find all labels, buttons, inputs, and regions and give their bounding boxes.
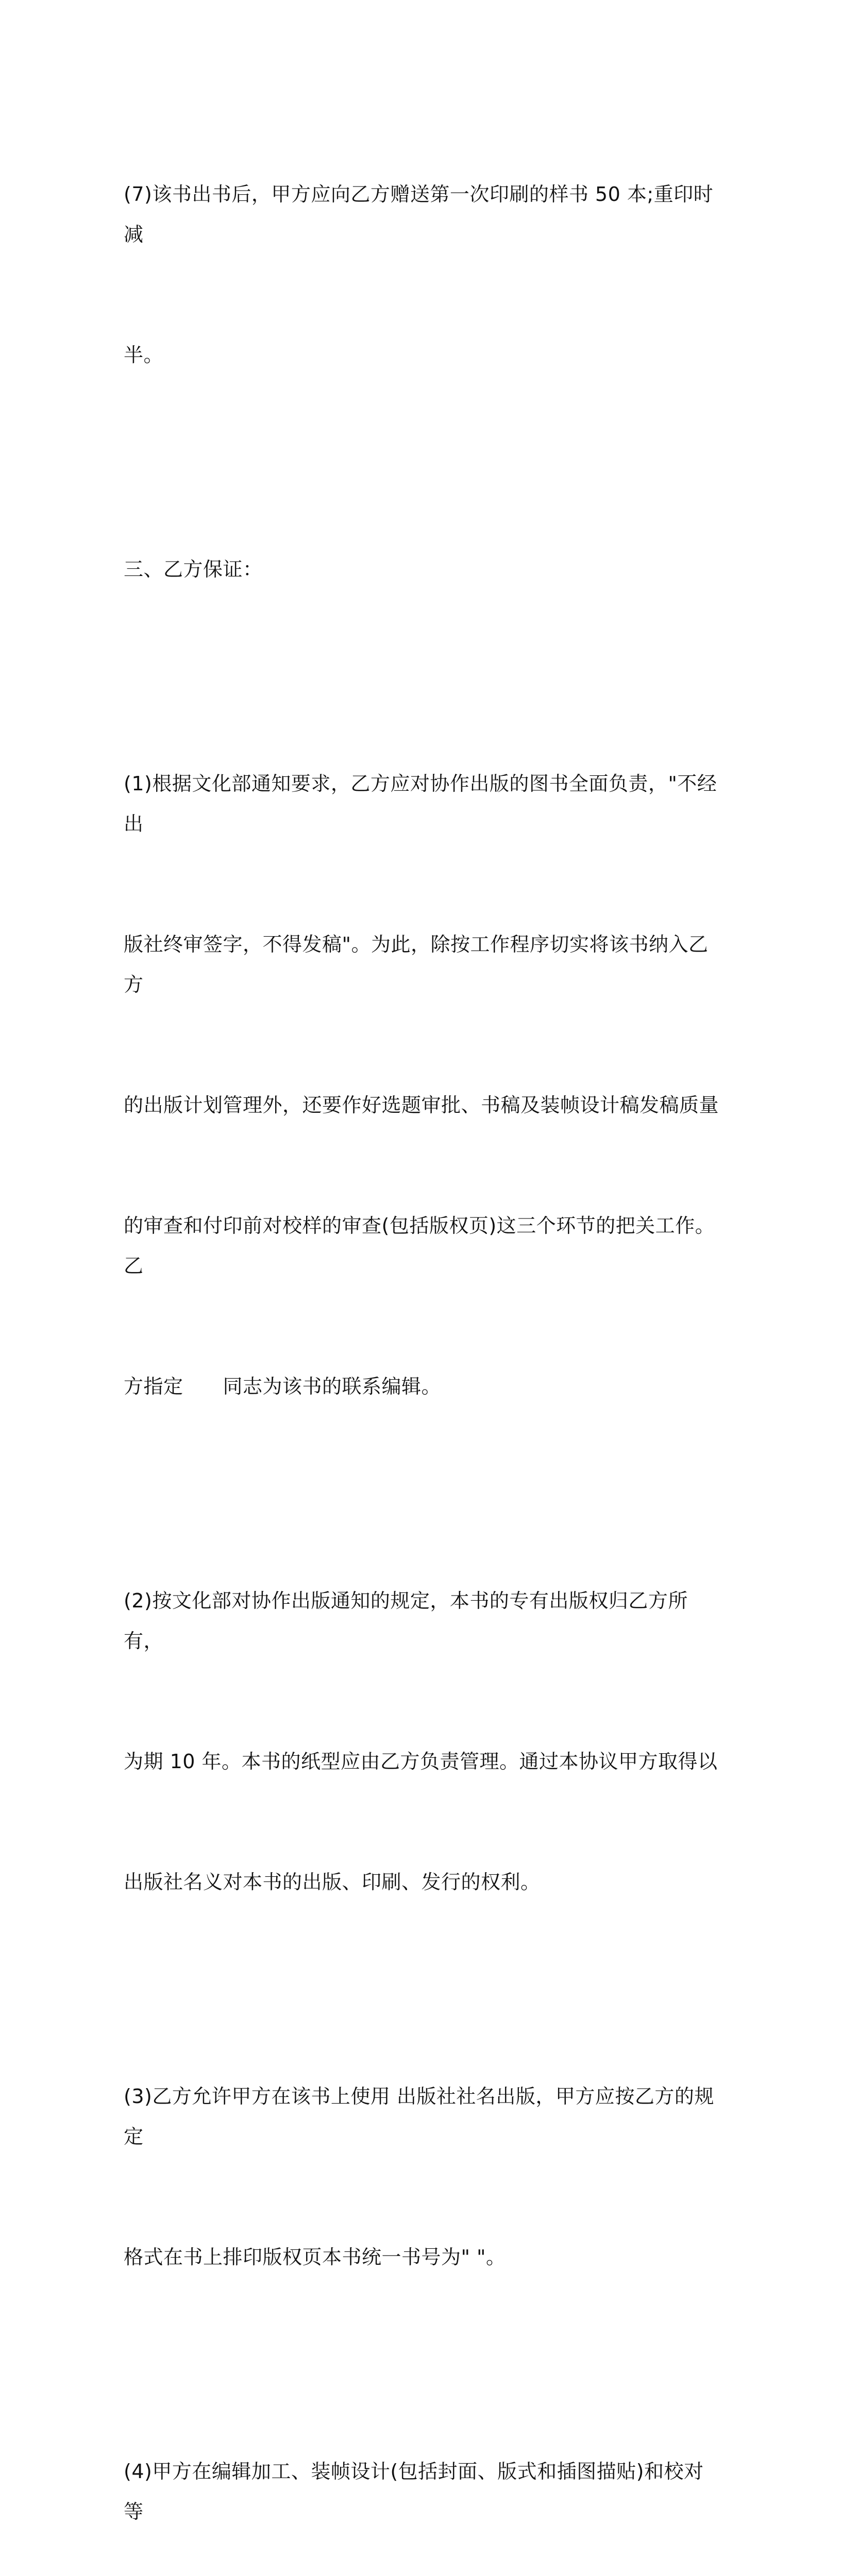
paragraph-clause-b2 (124, 1500, 721, 1982)
section-heading-party-b-guarantee (124, 469, 721, 670)
text-line: 三、乙方保证： (124, 558, 263, 581)
text-line: (7)该书出书后，甲方应向乙方赠送第一次印刷的样书 50 本;重印时减 (124, 183, 714, 246)
text-line: (3)乙方允许甲方在该书上使用 出版社社名出版，甲方应按乙方的规定 (124, 2085, 714, 2148)
text-line: 格式在书上排印版权页本书统一书号为" "。 (124, 2246, 506, 2268)
text-line: (2)按文化部对协作出版通知的规定，本书的专有出版权归乙方所有， (124, 1589, 688, 1652)
text-line: 版社终审签字，不得发稿"。为此，除按工作程序切实将该书纳入乙方 (124, 933, 709, 996)
paragraph-clause-7 (124, 94, 721, 455)
text-line: 的审查和付印前对校样的审查(包括版权页)这三个环节的把关工作。乙 (124, 1214, 715, 1277)
text-line: 半。 (124, 344, 164, 366)
document-page (124, 94, 721, 2576)
text-line: (1)根据文化部通知要求，乙方应对协作出版的图书全面负责，"不经出 (124, 772, 717, 835)
text-line: 为期 10 年。本书的纸型应由乙方负责管理。通过本协议甲方取得以 (124, 1750, 718, 1773)
paragraph-clause-b4 (124, 2371, 721, 2576)
text-line: 的出版计划管理外，还要作好选题审批、书稿及装帧设计稿发稿质量 (124, 1094, 719, 1116)
text-line: (4)甲方在编辑加工、装帧设计(包括封面、版式和插图描贴)和校对等 (124, 2460, 704, 2523)
paragraph-clause-b3 (124, 1996, 721, 2358)
paragraph-clause-b1 (124, 683, 721, 1487)
text-line: 方指定 同志为该书的联系编辑。 (124, 1375, 442, 1398)
text-line: 出版社名义对本书的出版、印刷、发行的权利。 (124, 1871, 541, 1893)
